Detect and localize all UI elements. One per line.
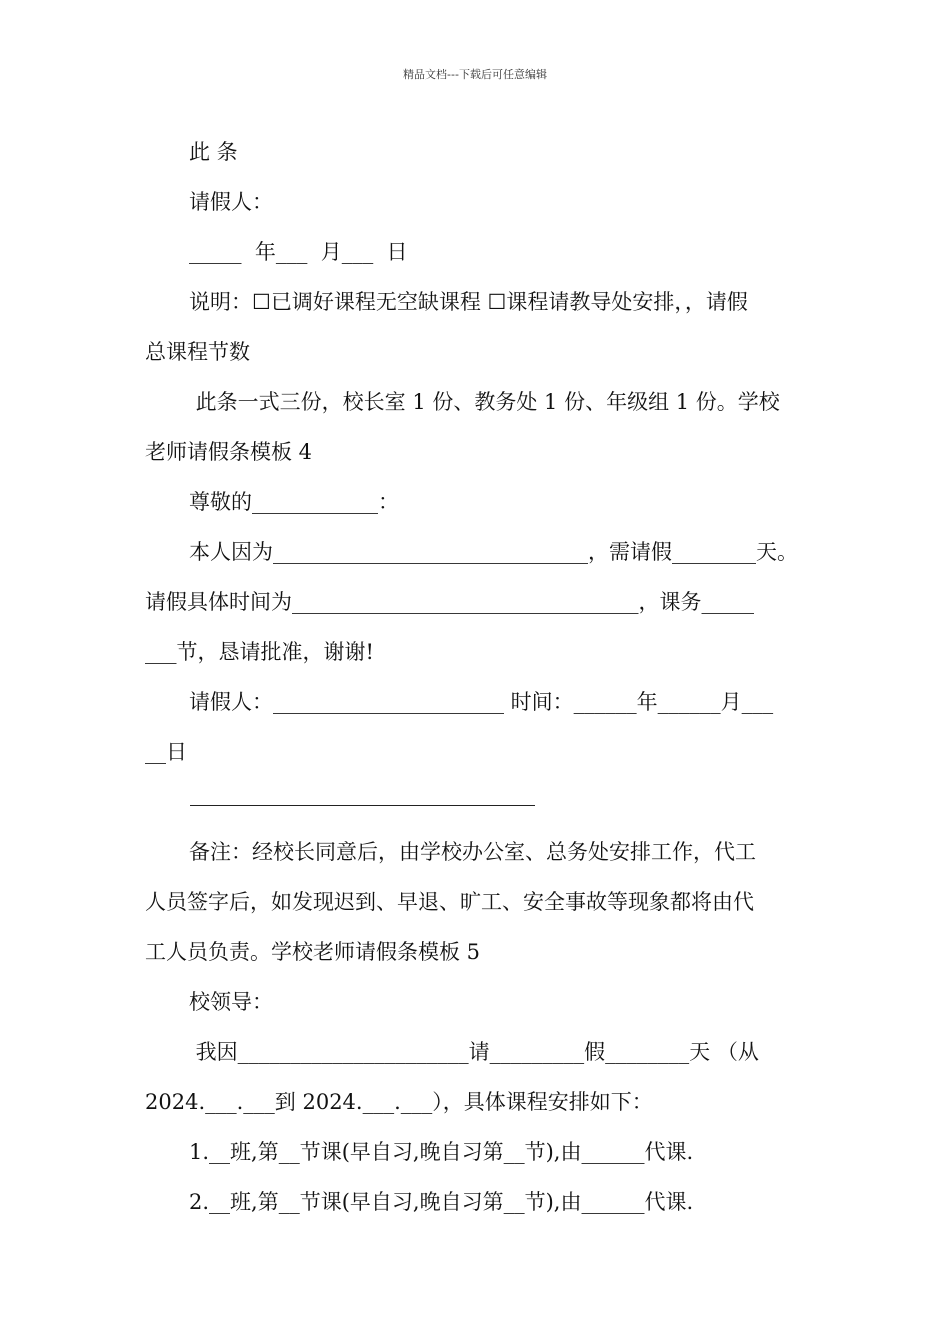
template-5-title: 工人员负责。学校老师请假条模板 5 bbox=[145, 940, 481, 964]
class-arrangement-2: 2.__班,第__节课(早自习,晚自习第__节),由______代课. bbox=[189, 1190, 694, 1214]
blank-rule bbox=[190, 805, 535, 806]
signature-day-line: __日 bbox=[145, 740, 187, 764]
note-line-2: 总课程节数 bbox=[145, 340, 250, 364]
signature-line: 请假人：______________________ 时间：______年______月___ bbox=[189, 690, 774, 714]
leave-reason-line: 我因______________________请_________假________天 （从 bbox=[189, 1040, 759, 1064]
salutation-line: 尊敬的____________： bbox=[189, 490, 399, 514]
leader-salutation: 校领导： bbox=[189, 990, 273, 1014]
page-header: 精品文档---下载后可任意编辑 bbox=[403, 68, 547, 81]
template-4-title: 老师请假条模板 4 bbox=[145, 440, 313, 464]
time-line: 请假具体时间为_________________________________，课务_____ bbox=[145, 590, 754, 614]
reason-line: 本人因为______________________________，需请假________天。 bbox=[189, 540, 798, 564]
remark-line-2: 人员签字后，如发现迟到、早退、旷工、安全事故等现象都将由代 bbox=[145, 890, 754, 914]
class-arrangement-1: 1.__班,第__节课(早自习,晚自习第__节),由______代课. bbox=[189, 1140, 694, 1164]
applicant-line: 请假人： bbox=[189, 190, 273, 214]
leave-date-line: 2024.___.___到 2024.___.___），具体课程安排如下： bbox=[145, 1090, 653, 1114]
date-line: _____ 年___ 月___ 日 bbox=[189, 240, 408, 264]
note-line-1: 说明：☐已调好课程无空缺课程 ☐课程请教导处安排，，请假 bbox=[189, 290, 748, 314]
copies-line-1: 此条一式三份，校长室 1 份、教务处 1 份、年级组 1 份。学校 bbox=[189, 390, 780, 414]
remark-line-1: 备注：经校长同意后，由学校办公室、总务处安排工作，代工 bbox=[189, 840, 756, 864]
closing-line: 此 条 bbox=[189, 140, 238, 164]
request-line: ___节，恳请批准，谢谢! bbox=[145, 640, 374, 664]
